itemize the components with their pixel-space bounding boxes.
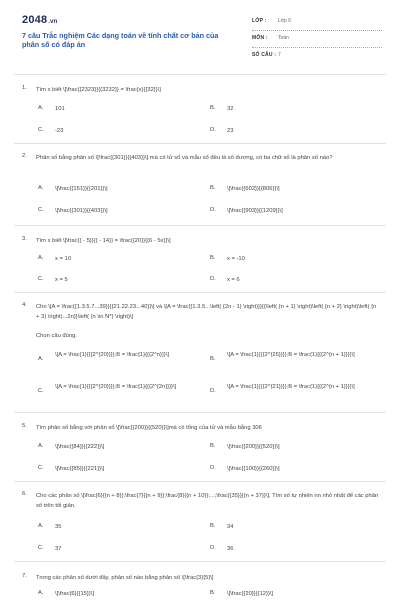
option-text: 37: [55, 546, 62, 552]
meta-value: Lớp 6: [278, 18, 292, 24]
option-label: D.: [210, 276, 216, 282]
meta-key: LỚP :: [252, 18, 267, 24]
question-text: Cho \[A = \frac{{1.3.5.7...39}}{{21.22.23...40}}\] và \[A = \frac{{1.3.5...\left( {2n - 1} \right)}}{{\left( {n + 1} \right)\left( {n + 2} \right)\left( {n + 3} \right)...2n}}\left( {n \in N*} \right)\]: [36, 304, 377, 320]
option-text: \[A = \frac{1}{{{2^{20}}}};B = \frac{1}{{{2^n}}}\]: [55, 352, 170, 358]
option-label: C.: [38, 388, 44, 394]
option-text: \[A = \frac{1}{{{2^{20}}}};B = \frac{1}{{{2^{2n}}}}\]: [55, 384, 177, 390]
option-text: x = 10: [55, 256, 71, 262]
meta-table: [252, 14, 382, 65]
option-label: A.: [38, 590, 44, 596]
question-number: 2.: [22, 153, 27, 159]
meta-key: MÔN :: [252, 35, 268, 41]
option-label: A.: [38, 443, 44, 449]
option-label: D.: [210, 127, 216, 133]
option-text: x = 5: [55, 277, 68, 283]
option-text: \[\frac{{85}}{{221}}\]: [55, 466, 105, 472]
option-label: A.: [38, 105, 44, 111]
divider: [14, 481, 386, 482]
option-text: 35: [55, 524, 62, 530]
option-label: A.: [38, 356, 44, 362]
option-label: B.: [210, 185, 216, 191]
option-label: B.: [210, 255, 216, 261]
meta-value: 7: [278, 52, 281, 58]
option-text: \[\frac{{301}}{{403}}\]: [55, 208, 108, 214]
option-label: D.: [210, 207, 216, 213]
meta-value: Toán: [278, 35, 289, 41]
option-text: 101: [55, 106, 65, 112]
option-label: C.: [38, 207, 44, 213]
option-text: \[\frac{{200}}{{520}}\]: [227, 444, 280, 450]
meta-key: SỐ CÂU :: [252, 52, 277, 58]
logo-tld: .vn: [48, 19, 58, 25]
option-label: B.: [210, 590, 216, 596]
option-label: C.: [38, 545, 44, 551]
question-text: Tìm x biết \[\frac{{2323}}{{3232}} = \frac{x}{{32}}\]: [36, 87, 161, 93]
option-label: D.: [210, 388, 216, 394]
divider: [14, 225, 386, 226]
question-number: 7.: [22, 573, 27, 579]
question-text: Tìm x biết \[\frac{{ - 5}}{{ - 14}} = \frac{{20}}{{6 - 5x}}\]: [36, 238, 171, 244]
question-number: 3.: [22, 236, 27, 242]
option-text: x = -10: [227, 256, 245, 262]
option-label: A.: [38, 255, 44, 261]
question-text: Trong các phân số dưới đây, phân số nào bằng phân số \[\frac{3}{5}\]: [36, 575, 214, 581]
option-text: \[\frac{{84}}{{222}}\]: [55, 444, 105, 450]
question-text: Tìm phân số bằng với phân số \[\frac{{200}}{{520}}\]mà có tổng của tử và mẫu bằng 306: [36, 425, 262, 431]
option-label: D.: [210, 465, 216, 471]
divider: [14, 561, 386, 562]
option-label: B.: [210, 356, 216, 362]
option-text: \[A = \frac{1}{{{2^{25}}}};B = \frac{1}{{{2^{n + 1}}}}\]: [227, 352, 355, 358]
option-label: C.: [38, 127, 44, 133]
option-label: B.: [210, 105, 216, 111]
option-text: \[\frac{6}{{15}}\]: [55, 591, 95, 597]
site-logo[interactable]: [22, 14, 58, 26]
option-text: -23: [55, 128, 64, 134]
option-label: C.: [38, 465, 44, 471]
option-text: \[A = \frac{1}{{{2^{21}}}};B = \frac{1}{{{2^{n + 1}}}}\]: [227, 384, 355, 390]
document-header: [22, 14, 382, 68]
option-text: \[\frac{{602}}{{806}}\]: [227, 186, 280, 192]
option-text: 23: [227, 128, 234, 134]
meta-row-subject: [252, 31, 382, 48]
document-title: 7 câu Trắc nghiệm Các dạng toán về tính chất cơ bản của phân số có đáp án: [22, 31, 219, 49]
logo-text: 2048: [22, 14, 48, 26]
option-text: \[\frac{{100}}{{260}}\]: [227, 466, 280, 472]
meta-row-count: [252, 48, 382, 65]
option-text: 32: [227, 106, 234, 112]
question-text: Phân số bằng phân số \[\frac{{301}}{{403}}\] mà có tử số và mẫu số đều là số dương, có ba chữ số là phân số nào?: [36, 155, 333, 161]
option-label: C.: [38, 276, 44, 282]
option-text: \[\frac{{151}}{{201}}\]: [55, 186, 108, 192]
question-text: Cho các phân số \[\frac{6}{{n + 8}};\frac{7}{{n + 9}};\frac{8}{{n + 10}};...;\frac{{35}}{{n + 37}}\]. Tìm số tự nhiên nn nhỏ nhất để các phân số trên tối giản.: [36, 493, 379, 509]
divider: [14, 74, 386, 75]
question-number: 5.: [22, 423, 27, 429]
question-number: 4.: [22, 302, 27, 308]
question-number: 1.: [22, 85, 27, 91]
option-label: D.: [210, 545, 216, 551]
divider: [14, 292, 386, 293]
option-label: A.: [38, 185, 44, 191]
option-label: B.: [210, 523, 216, 529]
divider: [14, 412, 386, 413]
option-label: A.: [38, 523, 44, 529]
question-number: 6.: [22, 491, 27, 497]
option-text: \[\frac{{903}}{{1209}}\]: [227, 208, 283, 214]
option-text: \[\frac{{20}}{{12}}\]: [227, 591, 274, 597]
option-label: B.: [210, 443, 216, 449]
meta-row-grade: [252, 14, 382, 31]
option-text: 36: [227, 546, 234, 552]
choose-instruction: Chọn câu đúng.: [36, 333, 77, 339]
option-text: 34: [227, 524, 234, 530]
divider: [14, 143, 386, 144]
option-text: x = 6: [227, 277, 240, 283]
